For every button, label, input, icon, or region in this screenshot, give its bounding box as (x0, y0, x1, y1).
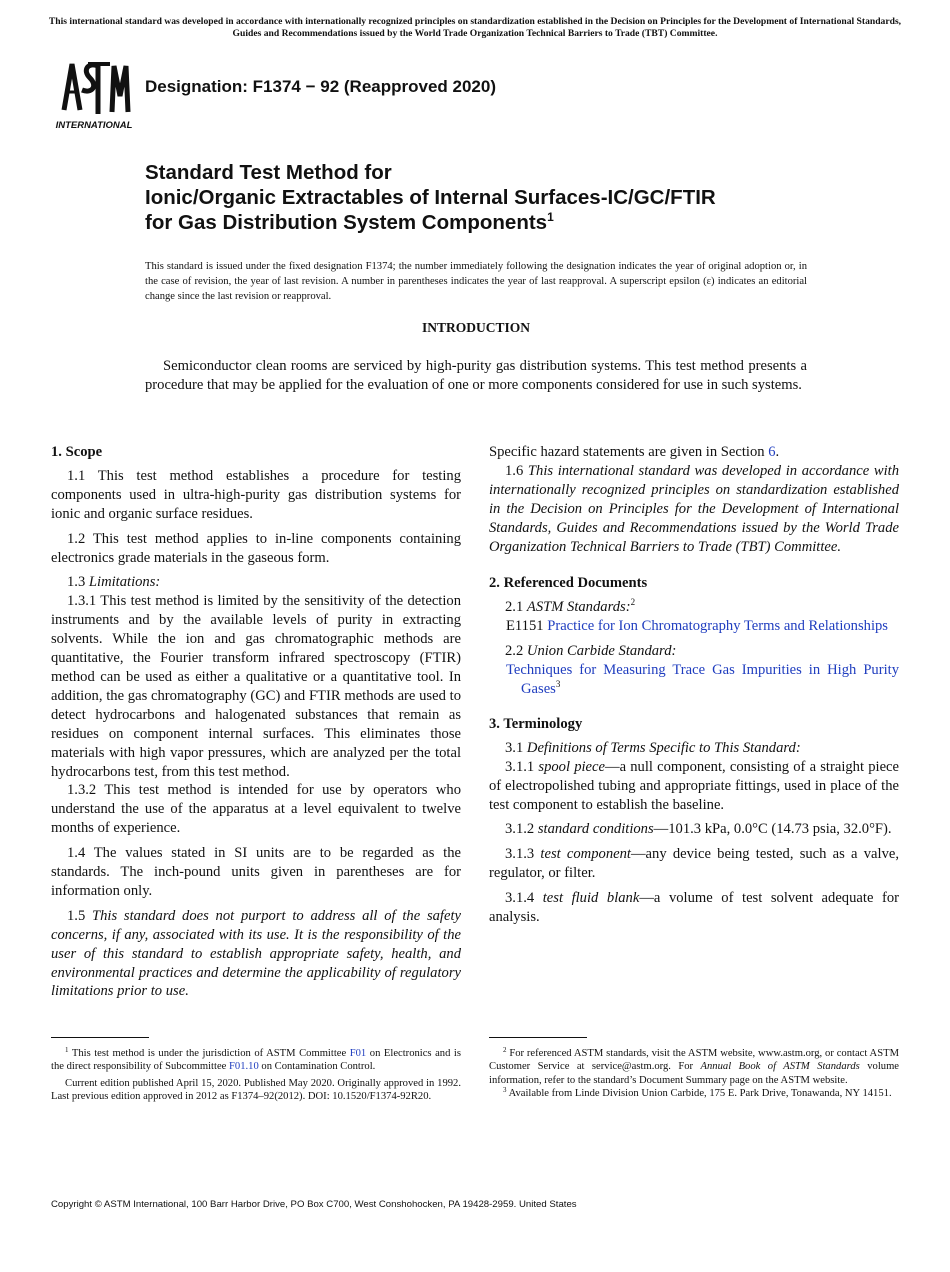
introduction-text: Semiconductor clean rooms are serviced by high-purity gas distribution systems. This test method presents a procedure that may be applied for the evaluation of one or more components considered for use in such systems. (145, 358, 807, 393)
term-test-fluid-blank: 3.1.4 test fluid blank—a volume of test solvent adequate for analysis. (489, 890, 899, 926)
footnote-1: $^1$ This test method is under the jurisdiction of ASTM Committee F01 on Electronics and is the direct responsibility of Subcommittee F01.10 on Contamination Control. (51, 1046, 461, 1073)
union-carbide-link[interactable]: Techniques for Measuring Trace Gas Impurities in High Purity Gases (506, 662, 899, 697)
copyright: Copyright © ASTM International, 100 Barr Harbor Drive, PO Box C700, West Conshohocken, PA 19428-2959. United States (51, 1199, 577, 1210)
para-3-1: 3.1 Definitions of Terms Specific to This Standard: (505, 739, 801, 756)
term-test-component: 3.1.3 test component—any device being tested, such as a valve, regulator, or filter. (489, 846, 899, 882)
footnote-1-edition: Current edition published April 15, 2020. Published May 2020. Originally approved in 1992. Last previous edition approved in 2012 as F1374–92(2012). DOI: 10.1520/F1374-92R20. (51, 1077, 461, 1103)
logo-text: INTERNATIONAL (55, 120, 133, 131)
f01-10-link[interactable]: F01.10 (229, 1061, 259, 1073)
ref-union-carbide: Techniques for Measuring Trace Gas Impurities in High Purity Gases$^3$ (506, 662, 899, 697)
para-1-5-continued: Specific hazard statements are given in Section 6. (489, 444, 780, 460)
footnotes-right (489, 1047, 899, 1101)
para-2-1: 2.1 ASTM Standards:$^2$ (505, 597, 636, 616)
page-title (145, 160, 865, 235)
para-1-1: 1.1 This test method establishes a procedure for testing components used in ultra-high-purity gas distribution systems for ionic and organic surface residues. (51, 467, 461, 522)
title-line-1: Standard Test Method for (145, 161, 392, 184)
section-6-link[interactable]: 6 (768, 444, 776, 460)
left-column (51, 443, 461, 1001)
f01-link[interactable]: F01 (349, 1048, 367, 1059)
issued-note: This standard is issued under the fixed designation F1374; the number immediately following the designation indicates the year of original adoption or, in the case of revision, the year of last revision. A number in parentheses indicates the year of last reapproval. A superscript epsilon (ε) indicates an editorial change since the last revision or reapproval. (145, 261, 807, 302)
para-1-3-2: 1.3.2 This test method is intended for use by operators who understand the use of the apparatus at a level equivalent to twelve months of experience. (51, 782, 461, 837)
section-3-heading: 3. Terminology (489, 715, 583, 732)
para-1-6: 1.6 This international standard was developed in accordance with internationally recognized principles on standardization established in the Decision on Principles for the Development of International Standards, Guides and Recommendations issued by the World Trade Organization Technical Barriers to Trade (TBT) Committee. (489, 462, 900, 555)
para-1-4: 1.4 The values stated in SI units are to be regarded as the standards. The inch-pound units given in parentheses are for information only. (51, 845, 461, 899)
footnote-rule-right (489, 1037, 587, 1038)
astm-logo (54, 56, 134, 132)
term-standard-conditions: 3.1.2 standard conditions—101.3 kPa, 0.0°C (14.73 psia, 32.0°F). (505, 821, 892, 838)
para-1-5: 1.5 This standard does not purport to address all of the safety concerns, if any, associated with its use. It is the responsibility of the user of this standard to establish appropriate safety, health, and environmental practices and determine the applicability of regulatory limitations prior to use. (51, 907, 461, 1000)
section-2-heading: 2. Referenced Documents (489, 575, 648, 592)
title-line-3: for Gas Distribution System Components$^1$ (145, 210, 554, 234)
e1151-link[interactable]: Practice for Ion Chromatography Terms and Relationships (547, 618, 888, 635)
right-column (489, 443, 899, 927)
top-notice: This international standard was developed in accordance with internationally recognized principles on standardization established in the Decision on Principles for the Development of International Standards, Guides and Recommendations issued by the World Trade Organization Technical Barriers to Trade (TBT) Committee. (48, 16, 902, 39)
title-line-2: Ionic/Organic Extractables of Internal Surfaces-IC/GC/FTIR (145, 186, 716, 209)
footnote-3: $^3$ Available from Linde Division Union Carbide, 175 E. Park Drive, Tonawanda, NY 14151. (503, 1086, 892, 1100)
title-footnote-mark: 1 (547, 210, 554, 224)
footnote-2: $^2$ For referenced ASTM standards, visit the ASTM website, www.astm.org, or contact ASTM Customer Service at service@astm.org. For Annual Book of ASTM Standards volume information, refer to the standard’s Document Summary page on the ASTM website. (489, 1046, 900, 1086)
introduction-heading: INTRODUCTION (421, 320, 530, 335)
footnote-rule-left (51, 1037, 149, 1038)
para-2-2: 2.2 Union Carbide Standard: (505, 643, 677, 660)
term-spool-piece: 3.1.1 spool piece—a null component, consisting of a straight piece of electropolished tubing and appropriate fittings, used in place of the test component to establish the baseline. (489, 758, 900, 813)
footnotes-left (51, 1047, 461, 1104)
designation: Designation: F1374 − 92 (Reapproved 2020) (145, 77, 496, 96)
section-1-heading: 1. Scope (51, 444, 103, 460)
ref-e1151: E1151 Practice for Ion Chromatography Terms and Relationships (506, 618, 888, 635)
astm-logo-icon (54, 56, 134, 132)
para-1-3: 1.3 Limitations: (67, 574, 161, 591)
para-1-3-1: 1.3.1 This test method is limited by the sensitivity of the detection instruments and by the available levels of purity in extracting solvents. While the ion and gas chromatographic methods are quantitative, the Fourier transform infrared spectroscopy (FTIR) method can be used as either a qualitative or a quantitative tool. In addition, the gas chromatography (GC) and FTIR methods are used to detect hydrocarbons and halogenated substances that remain as residues on component internal surfaces. This eliminates those materials with high vapor pressures, which are analyzed per the total hydrocarbons test, from this test method. (51, 593, 461, 780)
para-1-2: 1.2 This test method applies to in-line components containing electronics grade materials in the gaseous form. (51, 530, 461, 566)
